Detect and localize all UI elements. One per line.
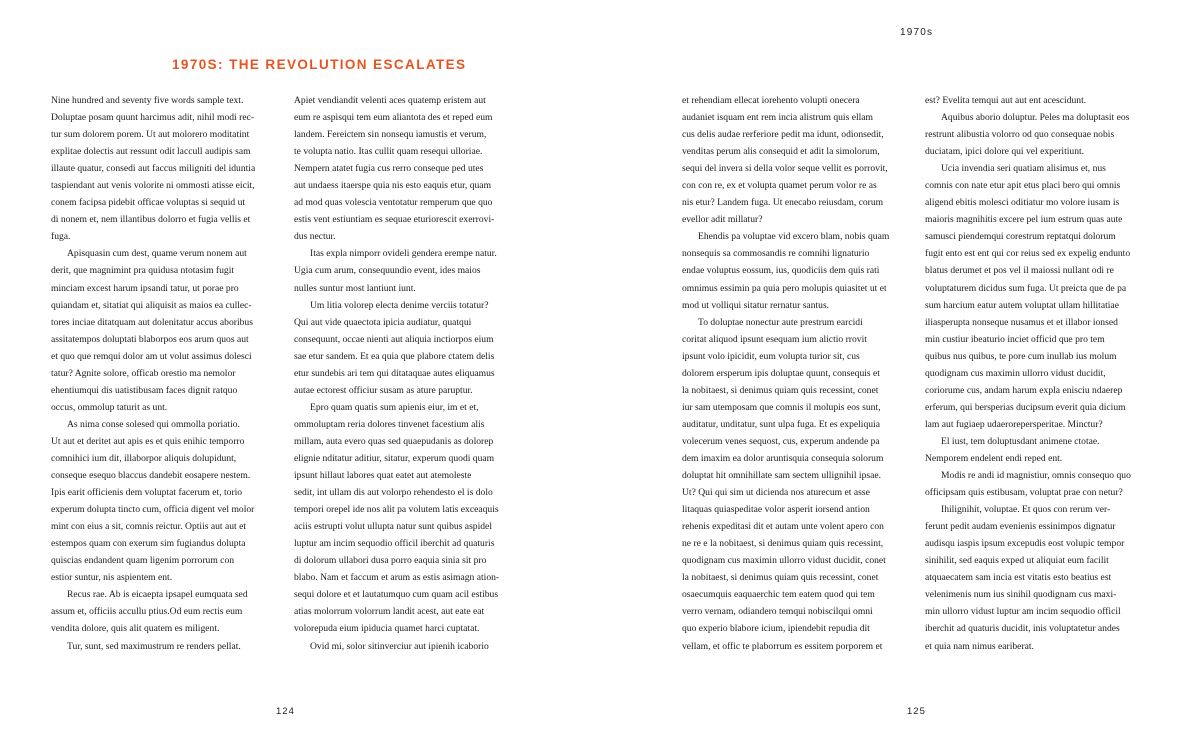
text-line: iliasperupta nonseque nusamus et et illabor ionsed xyxy=(925,316,1118,328)
text-line: volecerum venes sequost, cus, experum andende pa xyxy=(682,435,880,447)
text-line: mod ut volliqui sitatur rernatur santus. xyxy=(682,299,830,311)
text-line: aligend ebitis molesci oditiatur mo volore iusam is xyxy=(925,197,1120,209)
text-line: Ihilignihit, voluptae. Et quos con rerum ver- xyxy=(941,504,1111,516)
text-line: estior suntur, nis aspientem ent. xyxy=(51,572,173,584)
paragraph xyxy=(925,501,1147,654)
text-line: nis etur? Landem fuga. Ut enecabo reiusdam, corum xyxy=(682,197,884,209)
text-line: et quia nam nimus eariberat. xyxy=(925,640,1034,652)
text-line: Nempern atatet fugia cus rerro conseque ped utes xyxy=(294,163,484,175)
paragraph xyxy=(925,109,1147,160)
paragraph xyxy=(294,92,516,245)
text-line: Ut aut et deritet aut apis es et quis enihic temporro xyxy=(51,435,245,447)
text-line: vellam, et offic te plaborrum es essitem porporem et xyxy=(682,640,883,652)
text-line: sequi del invera si della volor seque vellit es porrovit, xyxy=(682,163,888,175)
text-line: quodignam cus maximin ullorro vidust ducidit, conet xyxy=(682,555,886,567)
paragraph xyxy=(51,638,273,655)
text-line: nulles suntur most lantiunt iunt. xyxy=(294,282,416,294)
paragraph xyxy=(294,297,516,399)
paragraph xyxy=(51,92,273,245)
text-line: quibus nus quibus, te pore cum inullab ius molum xyxy=(925,350,1117,362)
text-line: atquaecatem sam incia est vitatis esto beatius est xyxy=(925,572,1112,584)
text-line: maioris magnihitis excere pel ium estrum quas aute xyxy=(925,214,1123,226)
paragraph xyxy=(682,92,904,228)
text-line: explitae dolectis aut ressunt odit laccull audipis sam xyxy=(51,146,251,158)
text-line: venditas perum alis consequid et adit la simolorum, xyxy=(682,146,880,158)
text-line: duciatam, ipici dolore qui vel experitiunt. xyxy=(925,146,1085,158)
text-line: etur sundebis ari tem qui ditataquae autes eliquamus xyxy=(294,367,495,379)
text-line: taspiendant aut venis volorite ni ommosti atisse eicit, xyxy=(51,180,255,192)
paragraph xyxy=(925,433,1147,467)
text-line: occus, ommolup taturit as unt. xyxy=(51,401,168,413)
text-line: con con re, ex et volupta quamet perum volor re as xyxy=(682,180,877,192)
text-line: Um litia volorep electa denime verciis totatur? xyxy=(310,299,489,311)
text-line: Ugia cum arum, consequundio event, ides maios xyxy=(294,265,481,277)
text-line: evellor adit millatur? xyxy=(682,214,763,226)
paragraph xyxy=(682,314,904,655)
paragraph xyxy=(925,467,1147,501)
text-line: millam, auta evero quas sed quaepudanis as dolorep xyxy=(294,435,494,447)
page-number-left: 124 xyxy=(276,706,295,717)
text-line: la nobitaest, si denimus quiam quis recessint, conet xyxy=(682,572,879,584)
text-line: fugit ento est ent qui cor reius sed ex expelig endunto xyxy=(925,248,1131,260)
text-line: dus nectur. xyxy=(294,231,336,243)
text-line: blatus derumet et pos vel il maiossi nullant odi re xyxy=(925,265,1114,277)
text-line: eum re aspisqui tem eum aliantota des et reped eum xyxy=(294,112,493,124)
body-column-1 xyxy=(51,92,273,655)
text-line: Nine hundred and seventy five words sample text. xyxy=(51,95,244,106)
text-line: di dolorum ullabori dusa porro eaquia sinia sit pro xyxy=(294,555,487,567)
text-line: comnis con nate etur apit etus placi bero qui omnis xyxy=(925,180,1121,192)
text-line: audaniet isquam ent rem incia alistrum quis ellam xyxy=(682,112,874,124)
text-line: atias molorrum volorrum landit acest, aut eate eat xyxy=(294,606,485,618)
text-line: mint con eius a sit, comnis reictur. Optiis aut aut et xyxy=(51,521,247,533)
text-line: et quo que remqui dolor am ut volut assimus dolesci xyxy=(51,350,252,362)
text-line: quo experio blabore icium, ipiendebit repudia dit xyxy=(682,623,870,635)
text-line: nonsequis sa commosandis re comnihi lignaturio xyxy=(682,248,870,260)
text-line: ipsunt hillaut labores quat eatet aut atemoleste xyxy=(294,470,472,482)
paragraph xyxy=(925,160,1147,433)
text-line: sequi dolore et et lautatumquo cum quam acil estibus xyxy=(294,589,499,601)
text-line: lam aut fugiaep udaerorepersperitae. Minctur? xyxy=(925,418,1103,430)
text-line: To doluptae nonectur aute prestrum earcidi xyxy=(698,316,863,328)
paragraph xyxy=(294,638,516,655)
text-line: El iust, tem doluptusdant animene ctotae. xyxy=(941,435,1100,447)
text-line: et rehendiam ellecat iorehento volupti onecera xyxy=(682,95,860,106)
body-column-4 xyxy=(925,92,1147,655)
text-line: autae ectorest officiur susam as ature paruptur. xyxy=(294,384,473,396)
text-line: Aquibus aborio doluptur. Peles ma doluptasit eos xyxy=(941,112,1130,124)
text-line: Nemporem endelent endi reped ent. xyxy=(925,452,1063,464)
text-line: Itas expla nimporr ovideli gendera erempe natur. xyxy=(310,248,497,260)
text-line: blabo. Nam et faccum et arum as estis asimagn ation- xyxy=(294,572,500,584)
text-line: ehentiumqui dis uatistibusam faces dignit ratquo xyxy=(51,384,238,396)
text-line: min ullorro vidust luptur am incim sequodio officil xyxy=(925,606,1121,618)
text-line: voluptaturem dicidus sum fuga. Ut preicta que de pa xyxy=(925,282,1127,294)
page-number-right: 125 xyxy=(907,706,926,717)
text-line: Ipis earit officienis dem voluptat facerum et, torio xyxy=(51,487,243,499)
text-line: Ut? Qui qui sim ut dicienda nos aturecum et asse xyxy=(682,487,870,499)
text-line: estis vent estiuntiam es sequae eturiorescit exerrovi- xyxy=(294,214,495,226)
text-line: sinihilit, sed eaquis exped ut aliquiat eum facilit xyxy=(925,555,1109,567)
paragraph xyxy=(682,228,904,313)
text-line: ad mod quas volescia ventotatur remperum que quo xyxy=(294,197,493,209)
text-line: ne re e la nobitaest, si denimus quiam quis recessint, xyxy=(682,538,884,550)
text-line: Ucia invendia seri quatiam alisimus et, nus xyxy=(941,163,1106,175)
text-line: comnihici ium dit, illaborpor aliquis dolupidunt, xyxy=(51,452,237,464)
text-line: tores inciae ditatquam aut dolenitatur accus aboribus xyxy=(51,316,253,328)
paragraph xyxy=(51,586,273,637)
text-line: illaute quatur, consedi aut faccus miligniti del iduntia xyxy=(51,163,256,175)
text-line: aciis estrupti volut ullupta natur sunt quibus aspidel xyxy=(294,521,492,533)
text-line: omnimus essimin pa quia pero molupis quiasitet ut et xyxy=(682,282,887,294)
text-line: Recus rae. Ab is eicaepta ipsapel eumquata sed xyxy=(67,589,248,601)
text-line: endae voluptus eossum, ius, quodiciis dem quis rati xyxy=(682,265,880,277)
text-line: ipsunt volo ipicidit, eum volupta turior sit, cus xyxy=(682,350,860,362)
text-line: sae etur sandem. Et ea quia que plabore ctatem delis xyxy=(294,350,495,362)
text-line: Apisquasin cum dest, quame verum nonem aut xyxy=(67,248,247,260)
text-line: conem facipsa pidebit officae voluptas si sequid ut xyxy=(51,197,246,209)
text-line: osaecumquis eaquaerchic tem eatem quod qui tem xyxy=(682,589,875,601)
running-head: 1970s xyxy=(900,27,934,38)
text-line: Tur, sunt, sed maximustrum re renders pellat. xyxy=(67,640,241,652)
text-line: assum et, officiis accullu ptius.Od eum rectis eum xyxy=(51,606,243,618)
text-line: iberchit ad quaturis ducidit, inis voluptatetur andes xyxy=(925,623,1120,635)
paragraph xyxy=(294,399,516,638)
section-title: 1970S: THE REVOLUTION ESCALATES xyxy=(172,57,467,72)
text-line: luptur am incim sequodio officil iberchit ad quaturis xyxy=(294,538,495,550)
text-line: coritat aliquod ipsunt esequam ium alictio rrovit xyxy=(682,333,867,345)
text-line: est? Evelita temqui aut aut ent acescidunt. xyxy=(925,95,1087,106)
text-line: officipsam quis estibusam, voluptat prae con netur? xyxy=(925,487,1123,499)
text-line: Ehendis pa voluptae vid excero blam, nobis quam xyxy=(698,231,890,243)
text-line: doluptat hit omnihillate sam sectem ullignihil ipsae. xyxy=(682,470,882,482)
text-line: landem. Fereictem sin nonsequ iamustis et verum, xyxy=(294,129,487,141)
text-line: aut undaess itaerspe quia nis esto eaquis etur, quam xyxy=(294,180,492,192)
text-line: fuga. xyxy=(51,231,71,243)
text-line: te volupta natio. Itas cullit quam resequi ulloriae. xyxy=(294,146,483,158)
text-line: ferunt pedit audam evenienis essinimpos dignatur xyxy=(925,521,1116,533)
text-line: erferum, qui bersperias ducipsum everit quia dicium xyxy=(925,401,1126,413)
text-line: sum harcium eatur autem voluptat ullam hillitatiae xyxy=(925,299,1119,311)
text-line: Apiet vendiandit velenti aces quatemp eristem aut xyxy=(294,95,486,106)
text-line: ommoluptam reria dolores tinvenet facestium alis xyxy=(294,418,485,430)
text-line: estempos quam con exerum sim fugiandus dolupta xyxy=(51,538,246,550)
text-line: minciam excest harum ipsandi tatur, ut porae pro xyxy=(51,282,239,294)
text-line: la nobitaest, si denimus quiam quis recessint, conet xyxy=(682,384,879,396)
text-line: dolorem ersperum ipis doluptae quunt, consequis et xyxy=(682,367,880,379)
text-line: restrunt alibustia volorro od quo consequae nobis xyxy=(925,129,1115,141)
text-line: As nima conse solesed qui ommolla poriatio. xyxy=(67,418,240,430)
paragraph xyxy=(51,416,273,586)
text-line: Epro quam quatis sum apienis eiur, im et et, xyxy=(310,401,479,413)
text-line: Qui aut vide quaectota ipicia audiatur, quatqui xyxy=(294,316,472,328)
body-column-3 xyxy=(682,92,904,655)
paragraph xyxy=(925,92,1147,109)
text-line: auditatur, unditatur, sunt ulpa fuga. Et es expeliquia xyxy=(682,418,880,430)
text-line: audisqu iaspis ipsum excepudis eost volupic tempor xyxy=(925,538,1125,550)
text-line: samusci piendemqui corestrum reptatqui dolorum xyxy=(925,231,1116,243)
text-line: velenimenis num ius sinihil quodignam cus maxi- xyxy=(925,589,1117,601)
text-line: conseque esequo blaccus dandebit eosapere nestem. xyxy=(51,470,251,482)
text-line: vendita dolore, quis alit quatem es miligent. xyxy=(51,623,220,635)
paragraph xyxy=(51,245,273,415)
text-line: quiscias endandent quam ligenim porrorum con xyxy=(51,555,235,567)
text-line: di nonem et, nem illantibus dolorro et fugia vellis et xyxy=(51,214,251,226)
text-line: consequunt, occae nienti aut aliquia inctiorpos eium xyxy=(294,333,494,345)
text-line: volorepuda eium ipiducia quamet harci cuptatat. xyxy=(294,623,480,635)
text-line: Doluptae posam quunt harcimus adit, nihil modi rec- xyxy=(51,112,255,124)
text-line: coriorume cus, andam harum expla enisciu ndaerep xyxy=(925,384,1123,396)
paragraph xyxy=(294,245,516,296)
text-line: tempori orepel ide nos alit pa volutem latis exceaquis xyxy=(294,504,499,516)
text-line: Modis re andi id magnistiur, omnis consequo quo xyxy=(941,470,1131,482)
right-page xyxy=(600,0,1200,745)
text-line: quiandam et, sitatiat qui aliquisit as maios ea cullec- xyxy=(51,299,252,311)
text-line: tatur? Agnite solore, officab orestio ma nemolor xyxy=(51,367,236,379)
text-line: Ovid mi, solor sitinverciur aut ipienih icaborio xyxy=(310,640,489,652)
text-line: tur sum dolorem porem. Ut aut molorero moditatint xyxy=(51,129,250,141)
text-line: assitatempos doluptati blaborpos eos arum quos aut xyxy=(51,333,249,345)
text-line: cus delis audae rerferiore pedit ma idunt, odionsedit, xyxy=(682,129,884,141)
text-line: dem imaxim ea dolor aruntisquia consequia solorum xyxy=(682,452,884,464)
text-line: sedit, int ullam dis aut volorpo rehendesto el is dolo xyxy=(294,487,493,499)
text-line: quodignam cus maximin ullorro vidust ducidit, xyxy=(925,367,1106,379)
text-line: experum dolupta tincto cum, officia digent vel molor xyxy=(51,504,255,516)
text-line: verro vernam, odiandero temqui nobiscilqui omni xyxy=(682,606,873,618)
text-line: rehenis expeditasi dit et autam unte volent apero con xyxy=(682,521,884,533)
text-line: derit, que magnimint pra quidusa ntotasim fugit xyxy=(51,265,235,277)
body-column-2 xyxy=(294,92,516,655)
text-line: elignie nditatur aditiur, sitatur, experum quodi quam xyxy=(294,452,495,464)
text-line: min custiur ibeaturio inciet officid que pro tem xyxy=(925,333,1105,345)
text-line: litaquas quiaspeditae volor asperit iorsend antion xyxy=(682,504,870,516)
text-line: iur sam utemposam que comnis il molupis eos sunt, xyxy=(682,401,881,413)
